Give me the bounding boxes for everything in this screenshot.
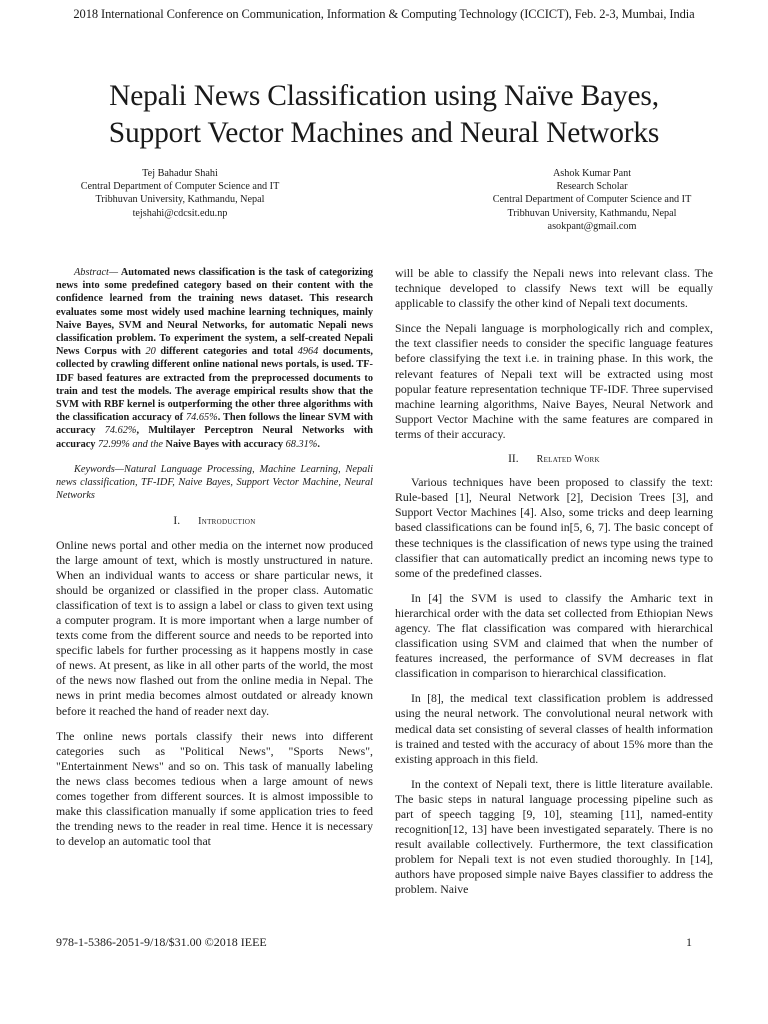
abstract-text: 74.62% [104,425,137,437]
right-column [395,266,713,908]
author-1-block [30,167,330,220]
paragraph: will be able to classify the Nepali news into relevant class. The technique developed to classify News text will be equally applicable to classify the other kind of Nepali text documents. [395,266,713,311]
paragraph: In the context of Nepali text, there is little literature available. The basic steps in natural language processing pipeline such as part of speech tagging [9, 10], steaming [11], named-entity recognition[12, 13] have been investigated separately. There is no result available collectively. Furthermore, the text classification problem for Nepali text is not even studied thoroughly. In [14], authors have proposed simple naive Bayes classifier to address the problem. Naive [395,776,713,897]
author-affiliation: Central Department of Computer Science and IT [492,194,692,206]
paper-title [40,78,728,152]
left-column [56,266,373,859]
title-line-1: Nepali News Classification using Naïve Bayes, [109,80,659,112]
author-affiliation: Tribhuvan University, Kathmandu, Nepal [507,207,677,219]
abstract-text: 4964 [297,346,319,358]
section-title: Related Work [536,454,600,466]
section-number: I. [173,515,181,528]
section-number: II. [508,453,519,466]
author-name: Tej Bahadur Shahi [142,168,218,179]
abstract-text: different categories and total [155,346,298,358]
abstract-text: 20 [145,346,156,358]
author-email: asokpant@gmail.com [547,220,637,232]
paragraph: The online news portals classify their news into different categories such as "Political News", "Sports News", "Entertainment News" and so on. This task of manually labeling the news class becomes tedious when a large amount of news comes together from different sources. It is almost impossible to make this classification manually if some application tries to feed the trending news to the reader in real time. Hence it is necessary to develop an automatic tool that [56,728,373,849]
abstract-text: , Multilayer Perceptron Neural Networks with accuracy [56,425,374,450]
author-email: tejshahi@cdcsit.edu.np [132,207,228,219]
author-name: Ashok Kumar Pant [552,168,632,179]
paragraph: In [4] the SVM is used to classify the Amharic text in hierarchical order with the data set collected from Ethiopian News agency. The flat classification was compared with hierarchical classification using SVM and claimed that when the number of features increased, the performance of SVM decreases in flat classification in comparison to hierarchical classification. [395,590,713,681]
section-heading-introduction [56,514,373,529]
author-affiliation: Research Scholar [556,181,628,193]
section-title: Introduction [198,516,256,528]
conference-header: 2018 International Conference on Communication, Information & Computing Technology (ICCICT), Feb. 2-3, Mumbai, India [73,7,695,21]
abstract-text: documents, collected by crawling different online national news portals, is used. TF-IDF based features are extracted from the preprocessed documents to train and test the models. The average empirical results show that the SVM with RBF kernel is outperforming the other three algorithms with the classification accuracy of [56,346,373,424]
page-number: 1 [686,935,692,949]
abstract-text: 72.99% and the [98,438,163,450]
author-2-block [442,167,742,233]
title-line-2: Support Vector Machines and Neural Networks [108,117,660,149]
author-affiliation: Central Department of Computer Science and IT [80,181,280,193]
abstract-text: Naive Bayes with accuracy [162,438,286,450]
author-affiliation: Tribhuvan University, Kathmandu, Nepal [95,194,265,206]
abstract-label: Abstract— [74,267,119,278]
section-heading-related-work [395,452,713,467]
paragraph: Various techniques have been proposed to classify the text: Rule-based [1], Neural Network [2], Decision Trees [3], and Support Vector Machines [4]. Also, some tricks and deep learning based classifications can be found in[5, 6, 7]. The basic concept of these techniques is the classification of news type using the trained classifier that can automatically predict an incoming news type to some of the predefined classes. [395,475,713,580]
keywords: Keywords—Natural Language Processing, Machine Learning, Nepali news classification, TF-IDF, Naive Bayes, Support Vector Machine, Neural Networks [56,463,373,502]
abstract-text: 74.65% [186,412,218,424]
copyright-footer: 978-1-5386-2051-9/18/$31.00 ©2018 IEEE [56,935,267,949]
paragraph: In [8], the medical text classification problem is addressed using the neural network. The convolutional neural network with medical data set consisting of several classes of health information is trained and tested with the accuracy of about 15% more than the existing approach in this field. [395,691,713,766]
abstract-text: Automated news classification is the task of categorizing news into some predefined category based on their content with the confidence learned from the training news dataset. This research evaluates some most widely used machine learning techniques, mainly Naive Bayes, SVM and Neural Networks, for automatic Nepali news classification problem. To experiment the system, a self-created Nepali News Corpus with [56,267,373,358]
paragraph: Online news portal and other media on the internet now produced the large amount of text, which is mostly unstructured in nature. When an individual wants to access or share particular news, it should be organized or classified in the proper class. Automatic classification of text is to assign a label or class to given text using a computer program. It is more important when a large number of texts come from the different source and needs to be reported into specific labels for further processing as it happens mostly in case of news. At present, as like in all other parts of the world, the most of the news now flashed out from the online media in Nepal. The news in print media becomes almost outdated or already known before it reached the hand of reader next day. [56,537,373,718]
abstract-text: 68.31% [285,438,318,450]
abstract [56,266,373,451]
abstract-text: . Then follows the linear SVM with accuracy [56,412,373,437]
paragraph: Since the Nepali language is morphologically rich and complex, the text classifier needs to consider the specific language features before classifying the text i.e. in training phase. In this work, the relevant features of Nepali text will be extracted using most popular feature representation technique TF-IDF. Three supervised machine learning algorithms, Naive Bayes, Neural Network and Support Vector Machine with the same features are compared in terms of their accuracy. [395,321,713,441]
abstract-text: . [317,438,320,450]
